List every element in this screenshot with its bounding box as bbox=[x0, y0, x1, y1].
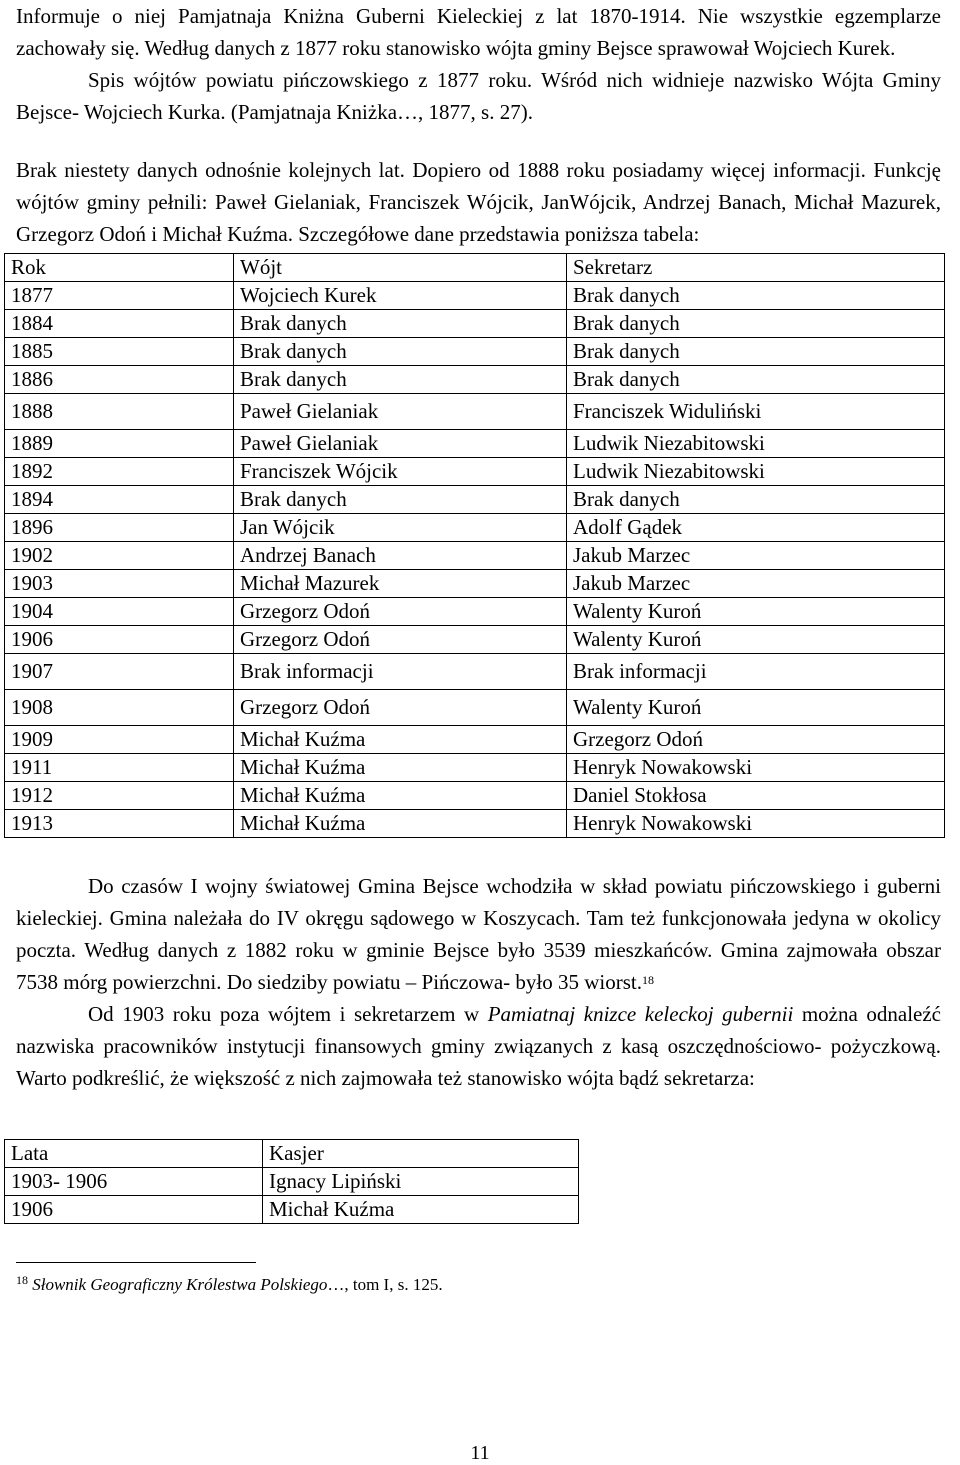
table-cell: 1906 bbox=[5, 626, 234, 654]
table-cell: Grzegorz Odoń bbox=[567, 726, 945, 754]
table-cell: Grzegorz Odoń bbox=[234, 690, 567, 726]
table-cell: 1911 bbox=[5, 754, 234, 782]
paragraph-5-text-a: Od 1903 roku poza wójtem i sekretarzem w bbox=[88, 1002, 488, 1026]
table-row bbox=[5, 366, 945, 394]
table-cell: 1885 bbox=[5, 338, 234, 366]
table-cell: Brak danych bbox=[234, 486, 567, 514]
table-cell: Daniel Stokłosa bbox=[567, 782, 945, 810]
table-row bbox=[5, 654, 945, 690]
paragraph-5-title: Pamiatnaj knizce keleckoj gubernii bbox=[487, 1002, 794, 1026]
paragraph-4-text: Do czasów I wojny światowej Gmina Bejsce wchodziła w skład powiatu pińczowskiego i guberni kieleckiej. Gmina należała do IV okręgu sądowego w Koszycach. Tam też funkcjonowała jedyna w okolicy poczta. Według danych z 1882 roku w gminie Bejsce było 3539 mieszkańców. Gmina zajmowała obszar 7538 mórg powierzchni. Do siedziby powiatu – Pińczowa- było 35 wiorst. bbox=[16, 874, 941, 994]
table-row bbox=[5, 810, 945, 838]
table-cell: 1888 bbox=[5, 394, 234, 430]
table-cell: 1903- 1906 bbox=[5, 1168, 263, 1196]
table-cell: Brak danych bbox=[567, 486, 945, 514]
table-cell: Jakub Marzec bbox=[567, 542, 945, 570]
table-row bbox=[5, 310, 945, 338]
table-cell: 1889 bbox=[5, 430, 234, 458]
table-cell: Michał Kuźma bbox=[234, 782, 567, 810]
table-row bbox=[5, 514, 945, 542]
table-row bbox=[5, 1196, 579, 1224]
table-cell: 1907 bbox=[5, 654, 234, 690]
table-cell: Paweł Gielaniak bbox=[234, 430, 567, 458]
paragraph-5-text-b: można odnaleźć nazwiska pracowników instytucji finansowych gminy związanych z kasą oszczędnościowo- pożyczkową. Warto podkreślić, że większość z nich zajmowała też stanowisko wójta bądź sekretarza: bbox=[16, 1002, 941, 1090]
wojt-table bbox=[4, 253, 945, 838]
table-cell: Grzegorz Odoń bbox=[234, 626, 567, 654]
table-cell: Walenty Kuroń bbox=[567, 626, 945, 654]
header-cell: Wójt bbox=[234, 254, 567, 282]
table-cell: 1894 bbox=[5, 486, 234, 514]
table-cell: 1886 bbox=[5, 366, 234, 394]
table-cell: 1913 bbox=[5, 810, 234, 838]
table-cell: Brak danych bbox=[234, 338, 567, 366]
header-cell: Kasjer bbox=[263, 1140, 579, 1168]
table-row bbox=[5, 394, 945, 430]
table-cell: Andrzej Banach bbox=[234, 542, 567, 570]
header-cell: Rok bbox=[5, 254, 234, 282]
table-cell: Brak danych bbox=[567, 338, 945, 366]
table-cell: Ignacy Lipiński bbox=[263, 1168, 579, 1196]
table-cell: Michał Kuźma bbox=[234, 754, 567, 782]
page-number: 11 bbox=[470, 1442, 490, 1464]
table-cell: 1902 bbox=[5, 542, 234, 570]
spacer bbox=[16, 128, 941, 154]
table-cell: Brak danych bbox=[234, 310, 567, 338]
table-header-row bbox=[5, 1140, 579, 1168]
table-cell: Brak danych bbox=[567, 310, 945, 338]
table-cell: Franciszek Widuliński bbox=[567, 394, 945, 430]
table-cell: Grzegorz Odoń bbox=[234, 598, 567, 626]
table-cell: Brak danych bbox=[567, 282, 945, 310]
paragraph-3: Brak niestety danych odnośnie kolejnych lat. Dopiero od 1888 roku posiadamy więcej informacji. Funkcję wójtów gminy pełnili: Paweł Gielaniak, Franciszek Wójcik, JanWójcik, Andrzej Banach, Michał Mazurek, Grzegorz Odoń i Michał Kuźma. Szczegółowe dane przedstawia poniższa tabela: bbox=[16, 158, 941, 246]
table-cell: 1892 bbox=[5, 458, 234, 486]
footnote bbox=[16, 1275, 941, 1295]
header-cell: Sekretarz bbox=[567, 254, 945, 282]
footnote-ref[interactable]: 18 bbox=[642, 973, 655, 987]
table-cell: Michał Kuźma bbox=[263, 1196, 579, 1224]
table-cell: Michał Mazurek bbox=[234, 570, 567, 598]
table-cell: Paweł Gielaniak bbox=[234, 394, 567, 430]
table-cell: Franciszek Wójcik bbox=[234, 458, 567, 486]
table-row bbox=[5, 598, 945, 626]
table-cell: Walenty Kuroń bbox=[567, 690, 945, 726]
table-header-row bbox=[5, 254, 945, 282]
table-cell: Brak informacji bbox=[567, 654, 945, 690]
table-cell: Jan Wójcik bbox=[234, 514, 567, 542]
footnote-number: 18 bbox=[16, 1273, 28, 1287]
table-cell: Henryk Nowakowski bbox=[567, 810, 945, 838]
kasjer-table bbox=[4, 1139, 579, 1224]
table-cell: 1906 bbox=[5, 1196, 263, 1224]
table-cell: Michał Kuźma bbox=[234, 810, 567, 838]
document-page bbox=[11, 0, 941, 1295]
table-row bbox=[5, 430, 945, 458]
table-cell: Walenty Kuroń bbox=[567, 598, 945, 626]
table-cell: Brak danych bbox=[234, 366, 567, 394]
table-cell: Brak danych bbox=[567, 366, 945, 394]
paragraph-5 bbox=[16, 998, 941, 1094]
table-row bbox=[5, 338, 945, 366]
table-cell: Michał Kuźma bbox=[234, 726, 567, 754]
table-cell: Ludwik Niezabitowski bbox=[567, 458, 945, 486]
paragraph-4 bbox=[16, 870, 941, 998]
table-row bbox=[5, 542, 945, 570]
header-cell: Lata bbox=[5, 1140, 263, 1168]
table-cell: 1904 bbox=[5, 598, 234, 626]
table-cell: 1896 bbox=[5, 514, 234, 542]
table-cell: 1909 bbox=[5, 726, 234, 754]
table-cell: 1908 bbox=[5, 690, 234, 726]
table-row bbox=[5, 690, 945, 726]
table-row bbox=[5, 458, 945, 486]
footnote-rest: …, tom I, s. 125. bbox=[327, 1275, 443, 1294]
table-cell: 1912 bbox=[5, 782, 234, 810]
table-cell: Brak informacji bbox=[234, 654, 567, 690]
paragraph-2: Spis wójtów powiatu pińczowskiego z 1877 roku. Wśród nich widnieje nazwisko Wójta Gminy Bejsce- Wojciech Kurka. (Pamjatnaja Kniżka…, 1877, s. 27). bbox=[16, 68, 941, 124]
table-cell: Henryk Nowakowski bbox=[567, 754, 945, 782]
table-row bbox=[5, 1168, 579, 1196]
paragraph-1: Informuje o niej Pamjatnaja Kniżna Guberni Kieleckiej z lat 1870-1914. Nie wszystkie egzemplarze zachowały się. Według danych z 1877 roku stanowisko wójta gminy Bejsce sprawował Wojciech Kurek. bbox=[16, 4, 941, 60]
table-row bbox=[5, 754, 945, 782]
table-row bbox=[5, 626, 945, 654]
table-row bbox=[5, 282, 945, 310]
table-row bbox=[5, 570, 945, 598]
table-row bbox=[5, 782, 945, 810]
table-cell: 1903 bbox=[5, 570, 234, 598]
footnote-divider bbox=[16, 1262, 256, 1263]
table-row bbox=[5, 486, 945, 514]
footnote-title: Słownik Geograficzny Królestwa Polskiego bbox=[32, 1275, 328, 1294]
table-cell: Wojciech Kurek bbox=[234, 282, 567, 310]
table-cell: 1884 bbox=[5, 310, 234, 338]
table-cell: Ludwik Niezabitowski bbox=[567, 430, 945, 458]
table-cell: 1877 bbox=[5, 282, 234, 310]
table-row bbox=[5, 726, 945, 754]
table-cell: Adolf Gądek bbox=[567, 514, 945, 542]
table-cell: Jakub Marzec bbox=[567, 570, 945, 598]
